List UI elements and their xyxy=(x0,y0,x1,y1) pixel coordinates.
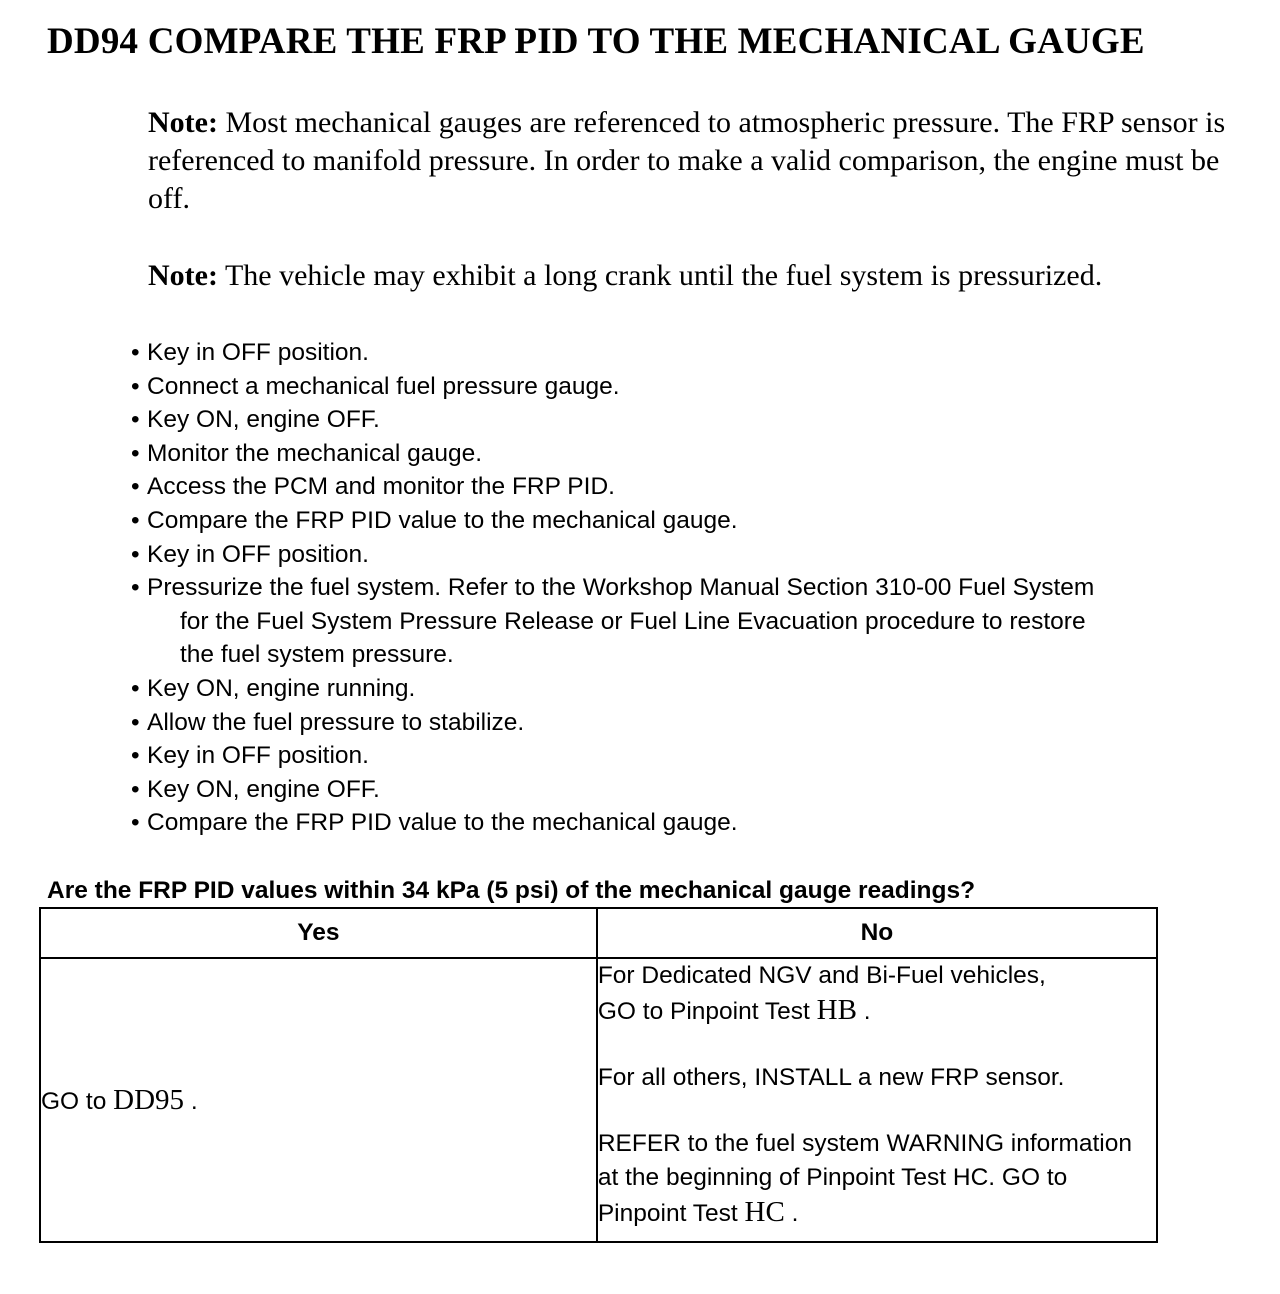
bullet-icon: • xyxy=(131,775,140,803)
column-header-no: No xyxy=(597,908,1157,958)
step-text: Monitor the mechanical gauge. xyxy=(147,439,483,467)
no-ngv-instruction xyxy=(598,959,1156,1029)
note-label: Note: xyxy=(148,259,218,292)
step-text: Key in OFF position. xyxy=(147,742,369,770)
yes-suffix: . xyxy=(184,1087,198,1115)
bullet-icon: • xyxy=(131,473,140,501)
note-long-crank xyxy=(148,257,1258,295)
no-cell xyxy=(597,958,1157,1242)
ngv-period: . xyxy=(856,998,871,1025)
yes-cell xyxy=(40,958,597,1242)
note-text: Most mechanical gauges are referenced to atmospheric pressure. The FRP sensor is referenced to manifold pressure. In order to make a valid comparison, the engine must be off. xyxy=(148,106,1226,215)
link-dd95[interactable]: DD95 xyxy=(113,1083,185,1116)
note-text: The vehicle may exhibit a long crank until the fuel system is pressurized. xyxy=(224,259,1103,292)
table-header-row xyxy=(40,908,1157,958)
step-item xyxy=(131,773,1251,807)
step-item xyxy=(131,739,1251,773)
warning-period: . xyxy=(784,1200,799,1227)
bullet-icon: • xyxy=(131,809,140,837)
step-item xyxy=(131,403,1251,437)
step-item xyxy=(131,538,1251,572)
step-text: Key in OFF position. xyxy=(147,540,369,568)
step-text-continued: the fuel system pressure. xyxy=(180,641,454,669)
note-label: Note: xyxy=(148,106,218,139)
page-title: DD94 COMPARE THE FRP PID TO THE MECHANICAL GAUGE xyxy=(47,21,1145,62)
yes-action-text: GO to xyxy=(41,1087,107,1115)
step-text: Allow the fuel pressure to stabilize. xyxy=(147,708,525,736)
bullet-icon: • xyxy=(131,574,140,602)
warning-text: REFER to the fuel system WARNING information at the beginning of Pinpoint Test HC. GO to Pinpoint Test xyxy=(597,1130,1132,1227)
step-item xyxy=(131,672,1251,706)
step-item xyxy=(131,571,1251,672)
column-header-yes: Yes xyxy=(40,908,597,958)
link-pinpoint-test-hc[interactable]: HC xyxy=(744,1196,785,1228)
step-item xyxy=(131,336,1251,370)
step-item xyxy=(131,370,1251,404)
bullet-icon: • xyxy=(131,406,140,434)
step-text-continued: for the Fuel System Pressure Release or Fuel Line Evacuation procedure to restore xyxy=(180,607,1086,635)
step-text: Compare the FRP PID value to the mechanical gauge. xyxy=(147,506,738,534)
step-text: Connect a mechanical fuel pressure gauge. xyxy=(147,372,620,400)
table-row xyxy=(40,958,1157,1242)
bullet-icon: • xyxy=(131,372,140,400)
decision-question: Are the FRP PID values within 34 kPa (5 psi) of the mechanical gauge readings? xyxy=(47,877,976,904)
bullet-icon: • xyxy=(131,708,140,736)
step-text: Access the PCM and monitor the FRP PID. xyxy=(147,473,615,501)
step-text: Key ON, engine running. xyxy=(147,674,416,702)
no-others-instruction: For all others, INSTALL a new FRP sensor. xyxy=(597,1064,1065,1091)
bullet-icon: • xyxy=(131,506,140,534)
step-text: Key in OFF position. xyxy=(147,339,369,366)
link-pinpoint-test-hb[interactable]: HB xyxy=(816,994,857,1026)
no-warning-instruction xyxy=(598,1127,1156,1231)
step-text: Key ON, engine OFF. xyxy=(147,406,380,434)
note-atmospheric xyxy=(148,104,1258,218)
decision-table xyxy=(39,907,1158,1243)
step-item xyxy=(131,806,1251,840)
step-text: Compare the FRP PID value to the mechanical gauge. xyxy=(147,809,738,837)
bullet-icon: • xyxy=(131,540,140,568)
step-text: Key ON, engine OFF. xyxy=(147,775,380,803)
bullet-icon: • xyxy=(131,674,140,702)
step-item xyxy=(131,504,1251,538)
bullet-icon: • xyxy=(131,439,140,467)
bullet-icon: • xyxy=(131,339,140,366)
step-text: Pressurize the fuel system. Refer to the Workshop Manual Section 310-00 Fuel System xyxy=(147,574,1095,602)
bullet-icon: • xyxy=(131,742,140,770)
step-item xyxy=(131,437,1251,471)
step-item xyxy=(131,706,1251,740)
procedure-steps xyxy=(131,336,1251,840)
step-item xyxy=(131,470,1251,504)
ngv-text: For Dedicated NGV and Bi-Fuel vehicles, xyxy=(597,962,1046,989)
ngv-go-text: GO to Pinpoint Test xyxy=(597,998,810,1025)
